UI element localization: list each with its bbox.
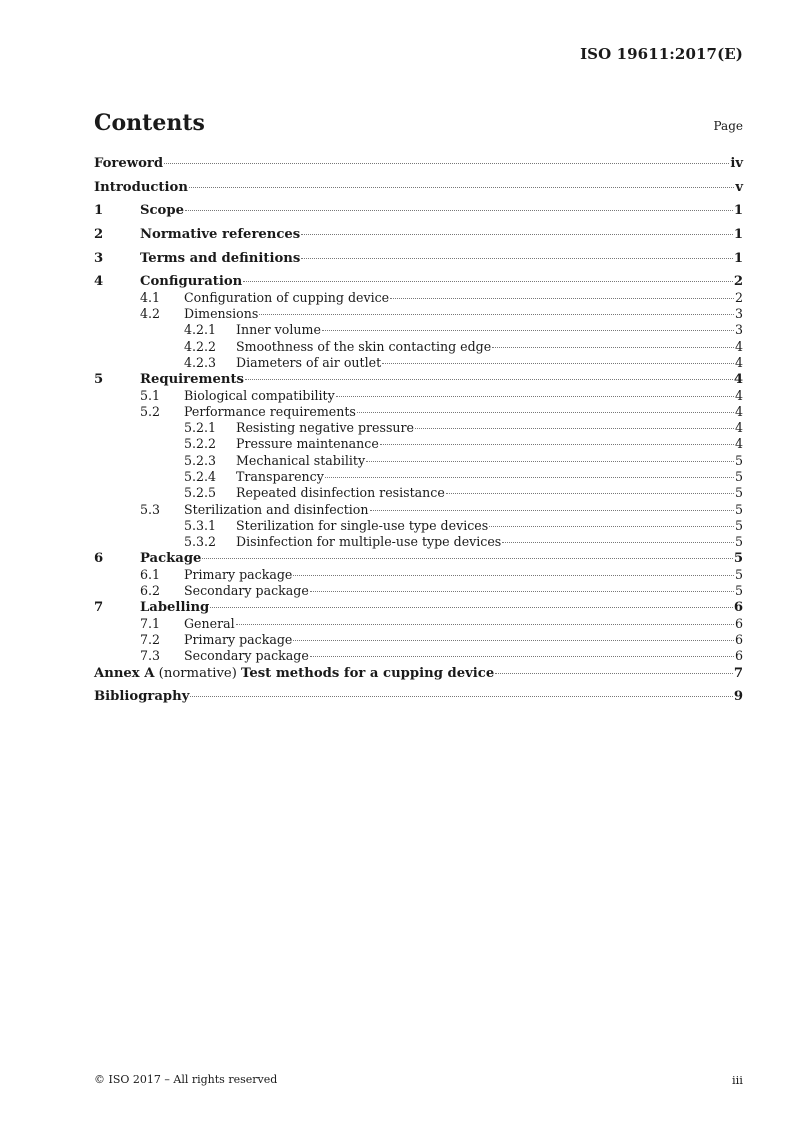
- toc-entry-page: 4: [734, 403, 743, 419]
- toc-entry[interactable]: [94, 290, 743, 306]
- toc-entry-title: Dimensions: [184, 306, 259, 322]
- toc-entry[interactable]: [94, 250, 743, 274]
- toc-entry-number: 5: [94, 372, 104, 388]
- toc-entry[interactable]: [94, 179, 743, 203]
- toc-entry-title: Introduction: [94, 179, 188, 195]
- toc-entry-title: Disinfection for multiple-use type devices: [236, 534, 502, 550]
- toc-entry-page: v: [735, 179, 743, 195]
- toc-entry-number: 7.2: [140, 631, 161, 647]
- toc-entry-page: 4: [733, 372, 743, 388]
- toc-entry-page: 4: [734, 338, 743, 354]
- toc-entry-title: Resisting negative pressure: [236, 420, 414, 436]
- toc-entry[interactable]: [94, 616, 743, 632]
- dot-leader: [415, 428, 734, 429]
- toc-entry-title: Sterilization for single-use type devices: [236, 517, 489, 533]
- toc-entry-number: 5.2.4: [184, 469, 217, 484]
- toc-entry-title: Scope: [140, 203, 184, 219]
- toc-entry[interactable]: [94, 306, 743, 322]
- toc-entry-title: Bibliography: [94, 689, 190, 705]
- dot-leader: [380, 444, 734, 445]
- toc-entry-number: 3: [94, 250, 104, 266]
- toc-entry-title: Configuration of cupping device: [184, 289, 390, 305]
- toc-entry-number: 5.2.5: [184, 485, 217, 501]
- toc-entry-page: 4: [734, 420, 743, 436]
- dot-leader: [489, 526, 734, 527]
- toc-entry-title: Terms and definitions: [140, 250, 301, 266]
- toc-entry-page: 5: [734, 583, 743, 599]
- toc-entry-number: 1: [94, 203, 104, 219]
- toc-entry-page: 3: [734, 306, 743, 322]
- toc-entry-number: 5.1: [140, 387, 161, 403]
- toc-entry-number: 7: [94, 600, 104, 616]
- dot-leader: [164, 163, 729, 164]
- toc-entry-page: 5: [734, 501, 743, 517]
- toc-entry-title: Mechanical stability: [236, 452, 366, 468]
- toc-entry-title: Labelling: [140, 600, 210, 616]
- toc-entry-number: 6: [94, 551, 104, 567]
- table-of-contents: [94, 155, 743, 712]
- dot-leader: [245, 379, 733, 380]
- dot-leader: [293, 640, 734, 641]
- page-number: iii: [731, 1073, 743, 1087]
- dot-leader: [301, 234, 733, 235]
- dot-leader: [185, 210, 733, 211]
- dot-leader: [210, 607, 733, 608]
- copyright-notice: © ISO 2017 – All rights reserved: [94, 1073, 278, 1086]
- toc-entry-number: 5.2.1: [184, 420, 217, 436]
- dot-leader: [390, 298, 734, 299]
- toc-entry[interactable]: [94, 632, 743, 648]
- toc-entry[interactable]: [94, 502, 743, 518]
- toc-entry[interactable]: [94, 371, 743, 387]
- toc-entry-number: 2: [94, 227, 104, 243]
- dot-leader: [202, 558, 732, 559]
- toc-entry-title: General: [184, 615, 235, 631]
- toc-entry-title: Foreword: [94, 156, 164, 171]
- toc-entry-number: 5.3.1: [184, 517, 217, 533]
- dot-leader: [382, 363, 734, 364]
- toc-entry-page: 4: [734, 354, 743, 370]
- toc-entry-title: Primary package: [184, 566, 293, 582]
- toc-entry[interactable]: [94, 518, 743, 534]
- toc-entry-number: 6.2: [140, 583, 161, 599]
- toc-entry[interactable]: [94, 688, 743, 712]
- dot-leader: [190, 696, 732, 697]
- dot-leader: [325, 477, 734, 478]
- dot-leader: [293, 575, 734, 576]
- dot-leader: [310, 591, 734, 592]
- dot-leader: [322, 330, 734, 331]
- dot-leader: [446, 493, 734, 494]
- toc-entry-page: 5: [734, 566, 743, 582]
- toc-entry-page: 4: [734, 387, 743, 403]
- toc-entry-number: 5.3: [140, 501, 161, 517]
- dot-leader: [301, 258, 733, 259]
- toc-entry-page: 4: [734, 436, 743, 452]
- toc-entry-page: 5: [734, 452, 743, 468]
- page-column-label: Page: [713, 119, 743, 133]
- toc-entry-title: Performance requirements: [184, 403, 356, 419]
- toc-entry[interactable]: [94, 648, 743, 664]
- dot-leader: [502, 542, 734, 543]
- toc-entry[interactable]: [94, 273, 743, 289]
- toc-entry-title: Repeated disinfection resistance: [236, 485, 445, 501]
- toc-entry-page: 6: [734, 648, 743, 664]
- toc-entry-number: 4.1: [140, 289, 161, 305]
- toc-entry-page: 7: [733, 665, 743, 681]
- dot-leader: [336, 396, 734, 397]
- toc-entry[interactable]: [94, 485, 743, 501]
- toc-entry-title: Package: [140, 551, 202, 567]
- toc-entry[interactable]: [94, 567, 743, 583]
- dot-leader: [259, 314, 734, 315]
- toc-entry-page: 1: [733, 250, 743, 266]
- toc-entry-title: Configuration: [140, 274, 243, 290]
- toc-entry-number: 5.3.2: [184, 534, 217, 550]
- toc-entry-number: 5.2.3: [184, 452, 217, 468]
- toc-entry-page: 1: [733, 227, 743, 243]
- toc-entry-page: 5: [733, 551, 743, 567]
- toc-entry-title: Biological compatibility: [184, 387, 335, 403]
- toc-entry-number: 4.2.2: [184, 338, 217, 354]
- toc-entry-page: 6: [733, 600, 743, 616]
- dot-leader: [370, 510, 734, 511]
- document-id: ISO 19611:2017(E): [580, 45, 743, 63]
- toc-entry[interactable]: [94, 599, 743, 615]
- toc-entry-title: Normative references: [140, 227, 301, 243]
- toc-entry[interactable]: [94, 469, 743, 485]
- toc-entry[interactable]: [94, 355, 743, 371]
- toc-entry[interactable]: [94, 388, 743, 404]
- toc-entry-page: 6: [734, 631, 743, 647]
- dot-leader: [310, 656, 734, 657]
- toc-entry[interactable]: [94, 202, 743, 226]
- toc-entry-title: Pressure maintenance: [236, 436, 379, 452]
- toc-entry-title: Primary package: [184, 631, 293, 647]
- toc-entry-number: 4: [94, 274, 104, 290]
- toc-entry-page: 5: [734, 485, 743, 501]
- dot-leader: [495, 673, 733, 674]
- dot-leader: [189, 187, 734, 188]
- dot-leader: [236, 624, 734, 625]
- toc-entry-page: 2: [734, 289, 743, 305]
- toc-entry-number: 7.3: [140, 648, 161, 664]
- toc-entry-title: Annex A (normative) Test methods for a cupping device: [94, 665, 495, 681]
- toc-entry-title: Inner volume: [236, 322, 321, 338]
- toc-entry-page: 6: [734, 615, 743, 631]
- dot-leader: [357, 412, 734, 413]
- toc-entry[interactable]: [94, 226, 743, 250]
- toc-entry-number: 4.2.1: [184, 322, 217, 338]
- dot-leader: [366, 461, 734, 462]
- toc-entry[interactable]: [94, 534, 743, 550]
- toc-entry-page: 5: [734, 517, 743, 533]
- toc-entry-title: Sterilization and disinfection: [184, 501, 369, 517]
- toc-entry-title: Smoothness of the skin contacting edge: [236, 338, 492, 354]
- toc-entry[interactable]: [94, 583, 743, 599]
- toc-entry-page: iv: [730, 156, 743, 171]
- toc-entry[interactable]: [94, 155, 743, 179]
- toc-entry-page: 9: [733, 689, 743, 705]
- dot-leader: [243, 281, 733, 282]
- toc-entry-page: 5: [734, 534, 743, 550]
- toc-entry-number: 4.2: [140, 306, 161, 322]
- toc-entry[interactable]: [94, 453, 743, 469]
- dot-leader: [492, 347, 734, 348]
- toc-entry[interactable]: [94, 339, 743, 355]
- toc-entry-number: 5.2: [140, 403, 161, 419]
- toc-entry-page: 5: [734, 469, 743, 484]
- toc-entry-title: Requirements: [140, 372, 244, 388]
- toc-entry[interactable]: [94, 436, 743, 452]
- toc-entry-number: 5.2.2: [184, 436, 217, 452]
- toc-entry-title: Secondary package: [184, 648, 309, 664]
- toc-entry[interactable]: [94, 665, 743, 689]
- toc-entry[interactable]: [94, 420, 743, 436]
- contents-heading: Contents: [94, 110, 205, 136]
- toc-entry-title: Transparency: [236, 469, 324, 484]
- toc-entry-page: 2: [733, 274, 743, 290]
- toc-entry-title: Secondary package: [184, 583, 309, 599]
- toc-entry-title: Diameters of air outlet: [236, 354, 382, 370]
- toc-entry-number: 4.2.3: [184, 354, 217, 370]
- toc-entry[interactable]: [94, 550, 743, 566]
- toc-entry-page: 1: [733, 203, 743, 219]
- toc-entry-number: 7.1: [140, 615, 161, 631]
- toc-entry[interactable]: [94, 322, 743, 338]
- toc-entry[interactable]: [94, 404, 743, 420]
- toc-entry-number: 6.1: [140, 566, 161, 582]
- toc-entry-page: 3: [734, 322, 743, 338]
